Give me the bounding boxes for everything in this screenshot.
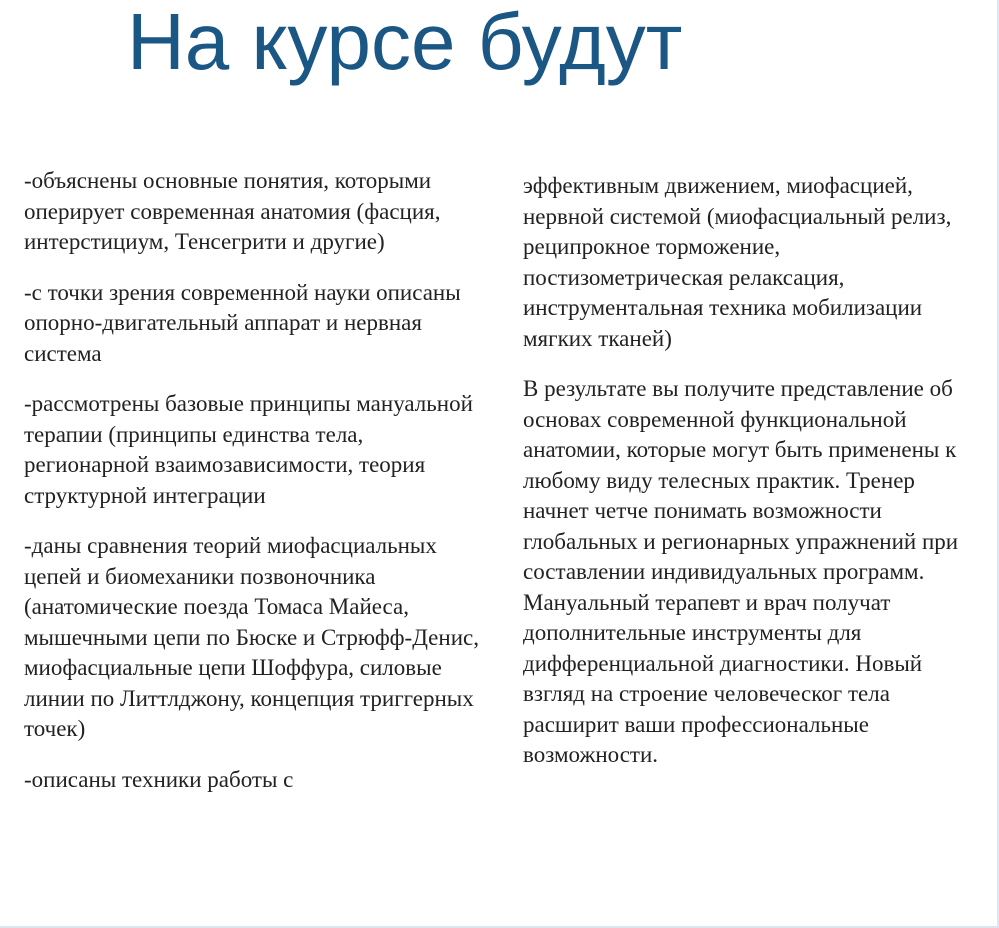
right-paragraph-2: В результате вы получите представление об основах современной функциональной анатомии, которые могут быть применены к любому виду телесных практик. Тренер начнет четче понимать возможности глобальных и регионарных упражнений при составлении индивидуальных программ. Мануальный терапевт и врач получат дополнительные инструменты для дифференциальной диагностики. Новый взгляд на строение человеческог тела расширит ваши профессиональные возможности. bbox=[523, 376, 959, 767]
right-paragraph-1: эффективным движением, миофасцией, нервной системой (миофасциальный релиз, реципрокное торможение, постизометрическая релаксация, инструментальная техника мобилизации мягких тканей) bbox=[523, 173, 952, 351]
left-paragraph-1: -объяснены основные понятия, которыми оперирует современная анатомия (фасция, интерстициум, Тенсегрити и другие) bbox=[24, 168, 441, 254]
slide-title: На курсе будут bbox=[127, 0, 683, 86]
left-paragraph-5: -описаны техники работы с bbox=[24, 766, 294, 792]
right-column bbox=[523, 171, 983, 791]
left-column bbox=[24, 166, 494, 815]
left-paragraph-4: -даны сравнения теорий миофасциальных цепей и биомеханики позвоночника (анатомические поезда Томаса Майеса, мышечными цепи по Бюске и Стрюфф-Денис, миофасциальные цепи Шоффура, силовые линии по Литтлджону, концепция триггерных точек) bbox=[24, 533, 479, 741]
left-paragraph-2: -с точки зрения современной науки описаны опорно-двигательный аппарат и нервная система bbox=[24, 279, 461, 366]
left-paragraph-3: -рассмотрены базовые принципы мануальной терапии (принципы единства тела, регионарной взаимозависимости, теория структурной интеграции bbox=[24, 391, 473, 508]
